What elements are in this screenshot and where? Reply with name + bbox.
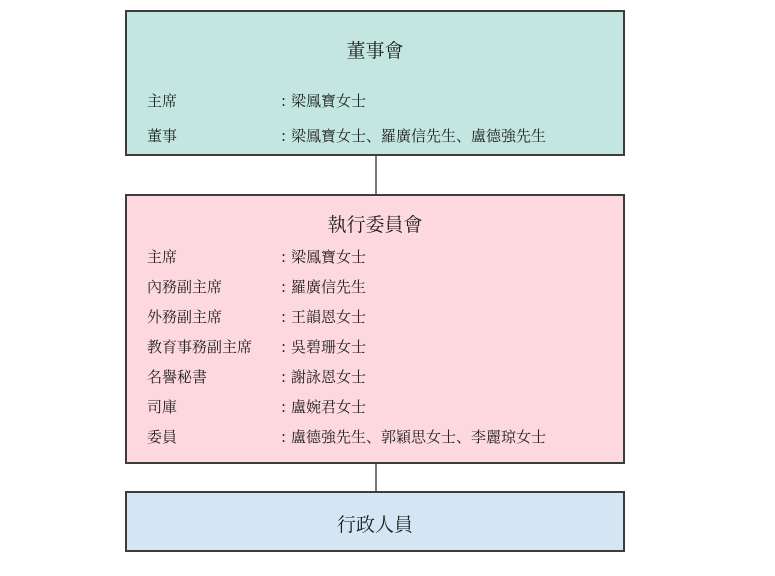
board-title: 董事會 — [346, 40, 404, 62]
separator: : — [281, 278, 287, 296]
connector-board-to-executive — [375, 156, 377, 194]
executive-row-honorary-secretary — [147, 366, 613, 388]
executive-row-external-vice-chair — [147, 306, 613, 328]
executive-row-chair — [147, 246, 613, 268]
separator: : — [281, 127, 287, 145]
member-names: 吳碧珊女士 — [291, 338, 367, 356]
member-names: 梁鳳寶女士 — [291, 92, 367, 110]
role-label: 董事 — [147, 127, 178, 145]
executive-committee-box — [125, 194, 625, 464]
executive-row-education-vice-chair — [147, 336, 613, 358]
administrative-staff-box — [125, 491, 625, 552]
member-names: 盧德強先生、郭穎思女士、李麗琼女士 — [291, 428, 547, 446]
admin-title: 行政人員 — [336, 514, 413, 536]
member-names: 梁鳳寶女士、羅廣信先生、盧德強先生 — [291, 127, 547, 145]
member-names: 盧婉君女士 — [291, 398, 367, 416]
separator: : — [281, 428, 287, 446]
board-row-directors — [147, 125, 613, 147]
role-label: 名譽秘書 — [147, 368, 208, 386]
executive-row-members — [147, 426, 613, 448]
separator: : — [281, 338, 287, 356]
member-names: 謝詠恩女士 — [291, 368, 367, 386]
separator: : — [281, 248, 287, 266]
role-label: 司庫 — [147, 398, 178, 416]
member-names: 梁鳳寶女士 — [291, 248, 367, 266]
connector-executive-to-admin — [375, 464, 377, 491]
separator: : — [281, 308, 287, 326]
separator: : — [281, 92, 287, 110]
role-label: 教育事務副主席 — [147, 338, 253, 356]
member-names: 羅廣信先生 — [291, 278, 367, 296]
board-row-chair — [147, 90, 613, 112]
board-of-directors-box — [125, 10, 625, 156]
member-names: 王韻恩女士 — [291, 308, 367, 326]
role-label: 主席 — [147, 92, 178, 110]
separator: : — [281, 368, 287, 386]
role-label: 委員 — [147, 428, 178, 446]
separator: : — [281, 398, 287, 416]
executive-row-treasurer — [147, 396, 613, 418]
executive-title: 執行委員會 — [327, 214, 423, 236]
role-label: 外務副主席 — [147, 308, 223, 326]
role-label: 主席 — [147, 248, 178, 266]
executive-row-internal-vice-chair — [147, 276, 613, 298]
role-label: 內務副主席 — [147, 278, 223, 296]
